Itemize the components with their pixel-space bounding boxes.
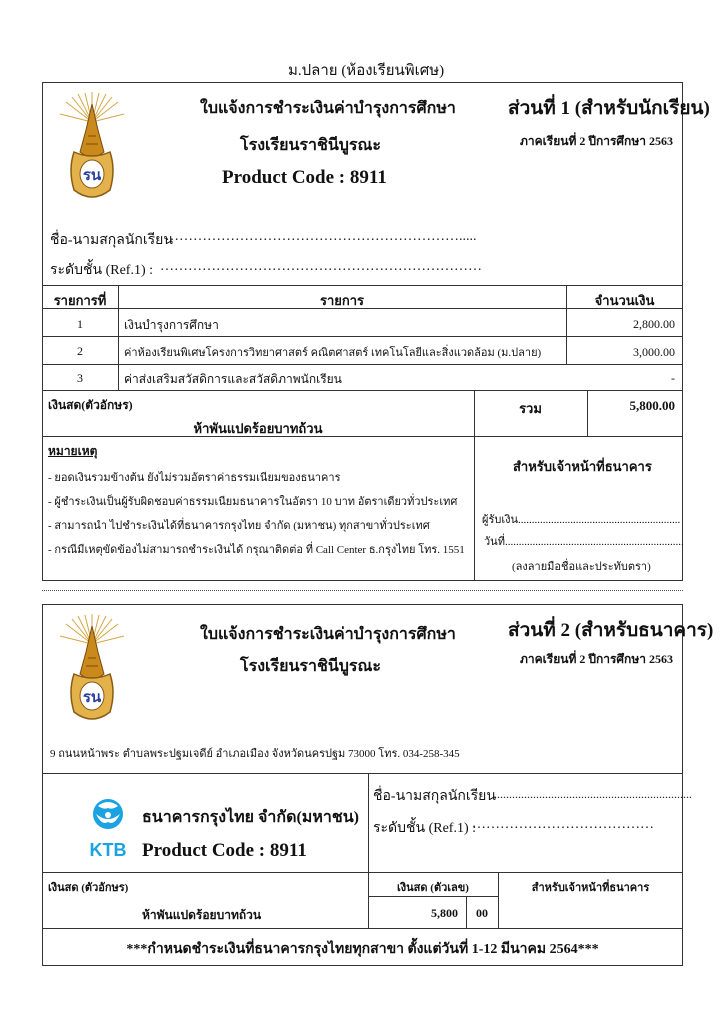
part2-school: โรงเรียนราชินีบูรณะ [240,658,381,675]
svg-text:รน: รน [82,166,102,184]
payment-row-line [42,872,683,873]
table-row-line [42,336,683,337]
note-item: - กรณีมีเหตุขัดข้องไม่สามารถชำระเงินได้ กรุณาติดต่อ ที่ Call Center ธ.กรุงไทย โทร. 1551 [48,544,465,556]
student-name-label: ชื่อ-นามสกุลนักเรียน [50,233,173,248]
table-row-no: 1 [77,317,83,331]
part2-cash-words: ห้าพันแปดร้อยบาทถ้วน [142,908,262,922]
note-item: - สามารถนำ ไปชำระเงินได้ที่ธนาคารกรุงไทย จำกัด (มหาชน) ทุกสาขาทั่วประเทศ [48,520,430,532]
table-row-amount: - [671,371,675,385]
notes-heading: หมายเหตุ [48,444,98,458]
bank-section-divider [368,773,369,928]
cut-line [42,590,683,591]
school-emblem-icon [58,612,126,727]
school-emblem-icon [58,90,126,205]
bank-name: ธนาคารกรุงไทย จำกัด(มหาชน) [142,809,359,826]
table-row-no: 3 [77,371,83,385]
table-row-amount: 3,000.00 [633,345,675,359]
level-label: ระดับชั้น (Ref.1) : [50,263,154,278]
sign-note: (ลงลายมือชื่อและประทับตรา) [512,561,651,573]
part2-level-label: ระดับชั้น (Ref.1) : [373,821,477,836]
table-row-line [42,364,683,365]
part2-semester: ภาคเรียนที่ 2 ปีการศึกษา 2563 [520,652,673,666]
total-amount: 5,800.00 [629,398,675,413]
cash-number-label: เงินสด (ตัวเลข) [397,882,469,894]
date-field[interactable]: วันที่................................................................. [484,536,684,548]
payment-bottom-line [42,928,683,929]
student-name-field[interactable]: ………………………………………………………..... [165,229,477,244]
svg-text:รน: รน [82,688,102,706]
table-row-item: เงินบำรุงการศึกษา [124,318,219,332]
part1-semester: ภาคเรียนที่ 2 ปีการศึกษา 2563 [520,134,673,148]
table-row-no: 2 [77,344,83,358]
table-row-item: ค่าห้องเรียนพิเศษโครงการวิทยาศาสตร์ คณิตศาสตร์ เทคโนโลยีและสิ่งแวดล้อม (ม.ปลาย) [124,347,542,359]
total-label: รวม [519,401,542,416]
payment-sub-line [368,896,498,897]
part1-product-code: Product Code : 8911 [222,167,387,188]
part2-officer-label: สำหรับเจ้าหน้าที่ธนาคาร [531,882,650,894]
part2-student-name-label: ชื่อ-นามสกุลนักเรียน [373,789,496,804]
receiver-field[interactable]: ผู้รับเงิน........................................................... [482,514,681,526]
part2-student-name-field[interactable]: .................................................................. [494,787,692,801]
table-header-no: รายการที่ [53,293,107,308]
table-row-amount: 2,800.00 [633,317,675,331]
ktb-logo-icon [84,796,132,860]
cash-words: ห้าพันแปดร้อยบาทถ้วน [193,421,323,436]
cash-satang: 00 [476,906,488,920]
part2-level-field[interactable]: ………………………………… [472,817,654,832]
note-item: - ผู้ชำระเงินเป็นผู้รับผิดชอบค่าธรรมเนียมธนาคารในอัตรา 10 บาท อัตราเดียวทั่วประเทศ [48,496,458,508]
table-row-item: ค่าส่งเสริมสวัสดิการและสวัสดิภาพนักเรียน [124,372,342,386]
table-top-line [42,285,683,286]
part2-product-code: Product Code : 8911 [142,840,307,861]
school-address: 9 ถนนหน้าพระ ตำบลพระปฐมเจดีย์ อำเภอเมือง จังหวัดนครปฐม 73000 โทร. 034-258-345 [50,748,460,760]
table-header-amount: จำนวนเงิน [594,293,655,308]
page-heading: ม.ปลาย (ห้องเรียนพิเศษ) [288,63,445,79]
bank-officer-title: สำหรับเจ้าหน้าที่ธนาคาร [513,459,652,474]
ktb-logo-text: KTB [89,840,127,860]
note-item: - ยอดเงินรวมข้างต้น ยังไม่รวมอัตราค่าธรรมเนียมของธนาคาร [48,472,341,484]
payment-deadline: ***กำหนดชำระเงินที่ธนาคารกรุงไทยทุกสาขา ตั้งแต่วันที่ 1-12 มีนาคม 2564*** [126,942,599,957]
bank-section-line [42,773,683,774]
part1-title: ใบแจ้งการชำระเงินค่าบำรุงการศึกษา [200,100,456,117]
part2-section-label: ส่วนที่ 2 (สำหรับธนาคาร) [508,620,714,641]
part2-title: ใบแจ้งการชำระเงินค่าบำรุงการศึกษา [200,626,456,643]
table-header-item: รายการ [319,293,365,308]
part1-school: โรงเรียนราชินีบูรณะ [240,137,381,154]
cash-words-label: เงินสด(ตัวอักษร) [48,398,133,412]
cash-baht: 5,800 [431,906,458,920]
part1-section-label: ส่วนที่ 1 (สำหรับนักเรียน) [508,98,710,119]
part2-cash-words-label: เงินสด (ตัวอักษร) [48,882,129,894]
level-field[interactable]: …………………………………………………………… [160,259,482,274]
